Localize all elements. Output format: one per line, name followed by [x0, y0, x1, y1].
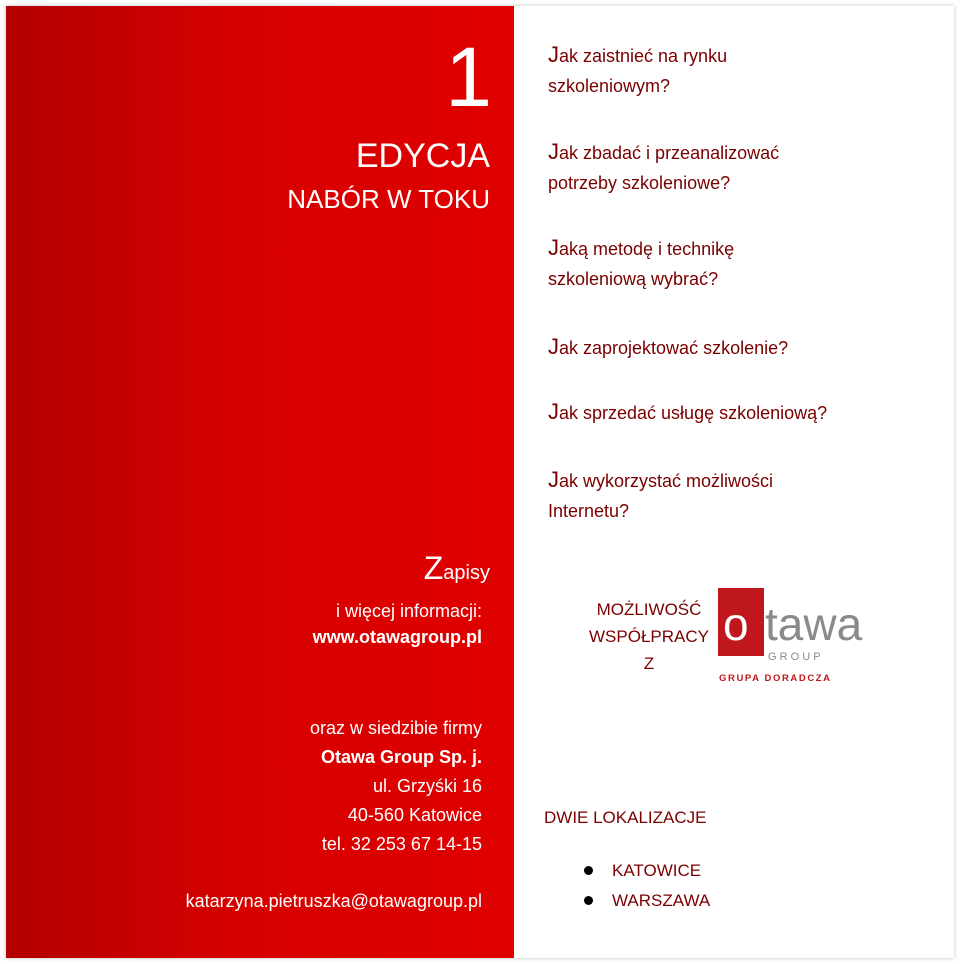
- street: ul. Grzyśki 16: [372, 776, 482, 796]
- phone: tel. 32 253 67 14-15: [321, 834, 482, 854]
- logo-group: G R O U P: [768, 651, 821, 663]
- question-item: Jak zaistnieć na rynku szkoleniowym?: [548, 42, 728, 96]
- address-intro: oraz w siedzibie firmy: [309, 718, 482, 738]
- logo-word: tawa: [765, 598, 863, 650]
- website-link[interactable]: www.otawagroup.pl: [312, 627, 482, 647]
- logo-letter-o: o: [723, 598, 749, 650]
- email-link[interactable]: katarzyna.pietruszka@otawagroup.pl: [185, 891, 482, 911]
- edition-number: 1: [445, 30, 492, 124]
- bullet-icon: [584, 866, 593, 875]
- edition-label: EDYCJA: [355, 137, 490, 175]
- location-item: KATOWICE: [576, 858, 710, 888]
- cooperation-text: MOŻLIWOŚĆ WSPÓŁPRACY Z: [589, 600, 709, 673]
- company-name: Otawa Group Sp. j.: [320, 747, 482, 767]
- question-item: Jak zaprojektować szkolenie?: [548, 334, 789, 359]
- locations-title: DWIE LOKALIZACJE: [544, 808, 707, 827]
- info-block: [313, 598, 482, 650]
- question-item: Jak wykorzystać możliwości Internetu?: [548, 467, 774, 521]
- right-panel: [514, 6, 954, 958]
- signup-heading: [424, 548, 490, 593]
- red-panel: [6, 6, 514, 958]
- logo-tagline: GRUPA DORADCZA: [719, 673, 832, 684]
- enrollment-status: NABÓR W TOKU: [287, 184, 490, 214]
- address-block: [310, 714, 482, 859]
- otawa-group-logo: [716, 584, 876, 684]
- question-item: Jak zbadać i przeanalizować potrzeby szkoleniowe?: [548, 139, 780, 193]
- location-item: WARSZAWA: [576, 888, 710, 918]
- question-item: Jak sprzedać usługę szkoleniową?: [548, 399, 828, 424]
- signup-rest: apisy: [443, 562, 490, 584]
- city: 40-560 Katowice: [347, 805, 482, 825]
- signup-initial: Z: [423, 550, 444, 586]
- locations-list: [576, 858, 710, 918]
- question-item: Jaką metodę i technikę szkoleniową wybrać?: [548, 235, 735, 289]
- info-label: i więcej informacji:: [335, 601, 482, 621]
- bullet-icon: [584, 896, 593, 905]
